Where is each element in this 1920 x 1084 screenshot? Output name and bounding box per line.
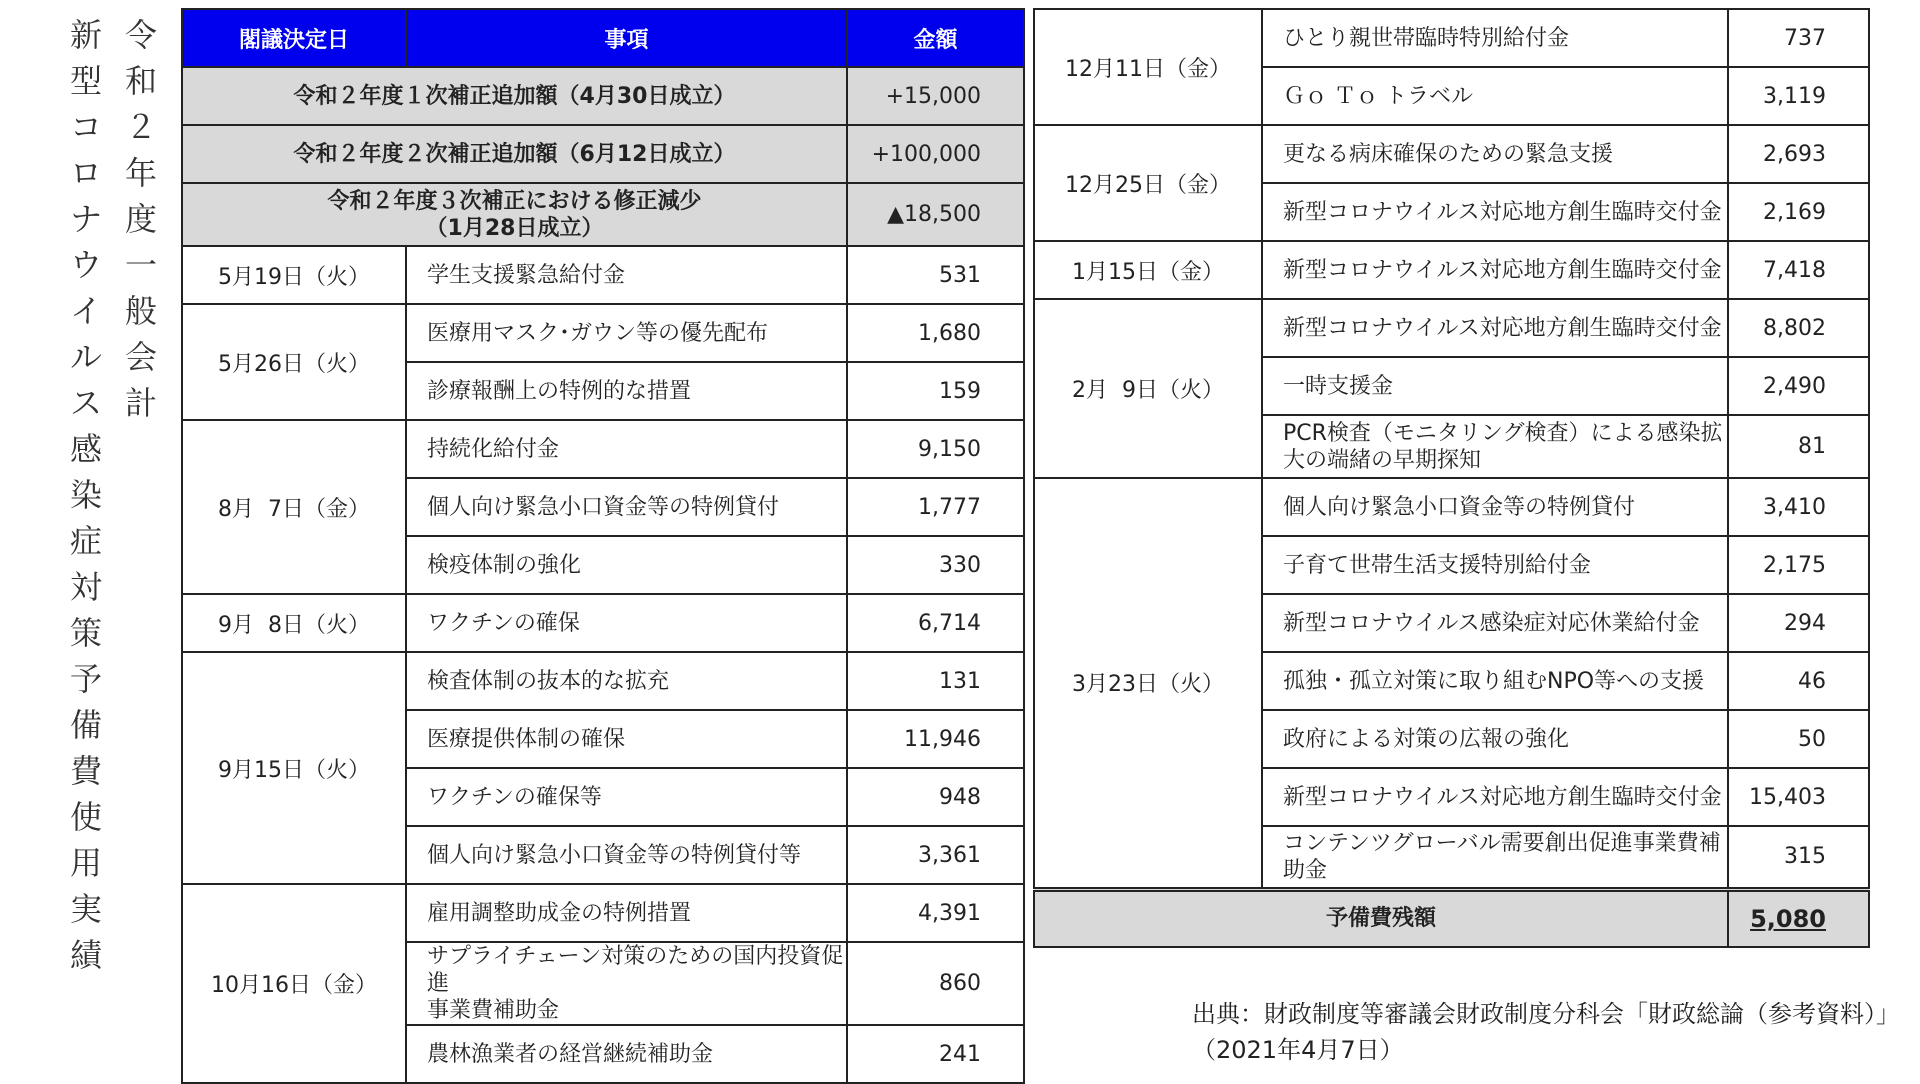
title-char: 令 [124,16,157,54]
item-name: 一時支援金 [1262,357,1728,415]
item-amount: 6,714 [847,594,1024,652]
item-name: 個人向け緊急小口資金等の特例貸付 [406,478,847,536]
item-amount: 46 [1728,652,1869,710]
summary-label: 令和２年度２次補正追加額（6月12日成立） [182,125,847,183]
item-amount: 241 [847,1025,1024,1083]
title-char: 予 [69,660,102,698]
title-char: コ [69,108,102,146]
decision-date: 2月 9日（火） [1034,299,1262,478]
item-amount: 531 [847,246,1024,304]
item-name: コンテンツグローバル需要創出促進事業費補 助金 [1262,826,1728,889]
title-char: 和 [124,62,157,100]
item-name: 検疫体制の強化 [406,536,847,594]
item-name: Ｇｏ Ｔｏ トラベル [1262,67,1728,125]
item-amount: 3,119 [1728,67,1869,125]
title-char: ス [69,384,102,422]
item-name: 医療用マスク･ガウン等の優先配布 [406,304,847,362]
title-char: ウ [69,246,102,284]
item-amount: 3,410 [1728,478,1869,536]
title-char: 実 [69,890,102,928]
title-column-fiscal-year [119,12,163,426]
item-amount: 2,169 [1728,183,1869,241]
item-name: 新型コロナウイルス対応地方創生臨時交付金 [1262,299,1728,357]
decision-date: 9月 8日（火） [182,594,406,652]
item-amount: 860 [847,942,1024,1025]
table-row [1034,478,1869,536]
item-amount: 159 [847,362,1024,420]
header-date: 閣議決定日 [182,9,406,67]
title-char: 費 [69,752,102,790]
decision-date: 3月23日（火） [1034,478,1262,889]
item-amount: 2,490 [1728,357,1869,415]
title-char: 会 [124,338,157,376]
item-name: 新型コロナウイルス対応地方創生臨時交付金 [1262,768,1728,826]
item-name: 新型コロナウイルス対応地方創生臨時交付金 [1262,241,1728,299]
item-name: 新型コロナウイルス感染症対応休業給付金 [1262,594,1728,652]
title-char: 型 [69,62,102,100]
table-row [182,652,1024,710]
title-column-main [64,12,108,978]
item-name: 子育て世帯生活支援特別給付金 [1262,536,1728,594]
summary-amount: +15,000 [847,67,1024,125]
item-amount: 3,361 [847,826,1024,884]
left-expenditure-table [181,8,1025,1084]
item-amount: 315 [1728,826,1869,889]
title-char: 症 [69,522,102,560]
table-row [182,304,1024,362]
title-char: 用 [69,844,102,882]
item-amount: 8,802 [1728,299,1869,357]
item-amount: 1,777 [847,478,1024,536]
total-label: 予備費残額 [1034,889,1728,947]
title-char: 対 [69,568,102,606]
title-char: 度 [124,200,157,238]
item-name: 政府による対策の広報の強化 [1262,710,1728,768]
decision-date: 12月25日（金） [1034,125,1262,241]
title-char: 計 [124,384,157,422]
title-char: 使 [69,798,102,836]
title-char: ２ [124,108,157,146]
item-name: 医療提供体制の確保 [406,710,847,768]
decision-date: 9月15日（火） [182,652,406,884]
item-name: 雇用調整助成金の特例措置 [406,884,847,942]
title-char: ル [69,338,102,376]
item-amount: 131 [847,652,1024,710]
source-citation: 出典：財政制度等審議会財政制度分科会「財政総論（参考資料）」（2021年4月7日） [1192,1000,1888,1064]
table-row [182,246,1024,304]
title-char: ナ [69,200,102,238]
summary-row [182,67,1024,125]
item-amount: 737 [1728,9,1869,67]
item-name: サプライチェーン対策のための国内投資促進 事業費補助金 [406,942,847,1025]
title-char: 染 [69,476,102,514]
item-amount: 50 [1728,710,1869,768]
title-char: 感 [69,430,102,468]
table-row [1034,125,1869,183]
table-row [182,594,1024,652]
item-amount: 11,946 [847,710,1024,768]
item-name: ひとり親世帯臨時特別給付金 [1262,9,1728,67]
item-amount: 1,680 [847,304,1024,362]
table-row [182,420,1024,478]
item-name: ワクチンの確保 [406,594,847,652]
decision-date: 8月 7日（金） [182,420,406,594]
item-name: 診療報酬上の特例的な措置 [406,362,847,420]
item-name: 孤独・孤立対策に取り組むNPO等への支援 [1262,652,1728,710]
title-char: ロ [69,154,102,192]
title-char: 績 [69,936,102,974]
item-amount: 948 [847,768,1024,826]
table-row [182,884,1024,942]
item-amount: 15,403 [1728,768,1869,826]
item-amount: 330 [847,536,1024,594]
right-expenditure-table [1033,8,1870,948]
total-amount: 5,080 [1728,889,1869,947]
table-row [1034,299,1869,357]
title-char: 新 [69,16,102,54]
item-name: 検査体制の抜本的な拡充 [406,652,847,710]
summary-row [182,125,1024,183]
item-amount: 294 [1728,594,1869,652]
item-amount: 4,391 [847,884,1024,942]
item-amount: 2,693 [1728,125,1869,183]
header-item: 事項 [406,9,847,67]
item-amount: 81 [1728,415,1869,478]
table-row [1034,9,1869,67]
item-name: 学生支援緊急給付金 [406,246,847,304]
item-amount: 9,150 [847,420,1024,478]
summary-row [182,183,1024,246]
table-row [1034,241,1869,299]
summary-amount: ▲18,500 [847,183,1024,246]
item-name: 新型コロナウイルス対応地方創生臨時交付金 [1262,183,1728,241]
title-char: 一 [124,246,157,284]
item-name: 更なる病床確保のための緊急支援 [1262,125,1728,183]
decision-date: 12月11日（金） [1034,9,1262,125]
decision-date: 1月15日（金） [1034,241,1262,299]
item-name: ワクチンの確保等 [406,768,847,826]
title-char: 般 [124,292,157,330]
decision-date: 10月16日（金） [182,884,406,1083]
item-amount: 7,418 [1728,241,1869,299]
decision-date: 5月26日（火） [182,304,406,420]
title-char: 備 [69,706,102,744]
summary-label: 令和２年度１次補正追加額（4月30日成立） [182,67,847,125]
title-char: 年 [124,154,157,192]
table-header-row [182,9,1024,67]
item-name: 持続化給付金 [406,420,847,478]
summary-label: 令和２年度３次補正における修正減少 （1月28日成立） [182,183,847,246]
total-row [1034,889,1869,947]
item-name: PCR検査（モニタリング検査）による感染拡 大の端緒の早期探知 [1262,415,1728,478]
item-name: 個人向け緊急小口資金等の特例貸付 [1262,478,1728,536]
item-name: 個人向け緊急小口資金等の特例貸付等 [406,826,847,884]
header-amount: 金額 [847,9,1024,67]
title-char: 策 [69,614,102,652]
decision-date: 5月19日（火） [182,246,406,304]
item-amount: 2,175 [1728,536,1869,594]
title-char: イ [69,292,102,330]
summary-amount: +100,000 [847,125,1024,183]
item-name: 農林漁業者の経営継続補助金 [406,1025,847,1083]
